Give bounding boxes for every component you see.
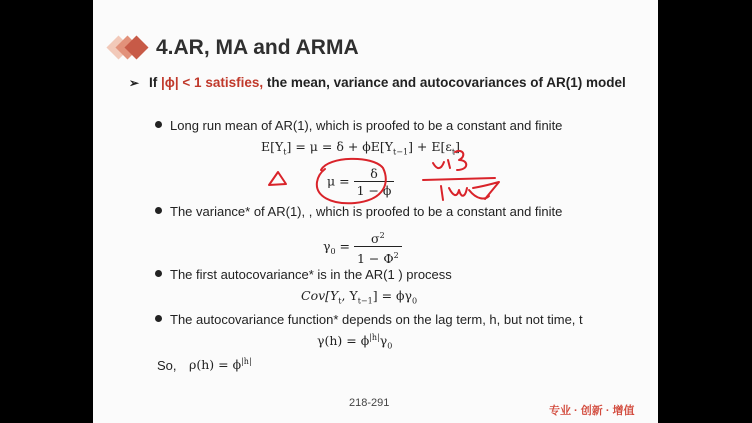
slide-title: 4.AR, MA and ARMA: [156, 36, 359, 59]
variance-fraction: $\frac{\sigma^2}{1 - \Phi^2}$: [354, 228, 402, 266]
intro-condition: |ϕ| < 1 satisfies,: [161, 75, 264, 90]
brand-slogan: 专业 · 创新 · 增值: [549, 405, 635, 417]
bullet-dot-icon: [155, 270, 162, 277]
handwritten-lower-icon: [441, 182, 499, 200]
list-item: [155, 117, 562, 135]
item-text: The first autocovariance* is in the AR(1 ) process: [170, 267, 452, 282]
item-text: The variance* of AR(1), , which is proofed to be a constant and finite: [170, 204, 563, 219]
mu-equation: [327, 166, 394, 198]
rho-start: ρ(h) = ϕ: [189, 357, 242, 373]
page-number: 218-291: [349, 397, 390, 409]
var-lhs: γ: [323, 238, 331, 254]
covariance-equation: $Cov[Y_t$, $Y_{t-1}] = \phi\gamma_0$: [301, 288, 418, 306]
slide: [93, 0, 658, 423]
bullet-dot-icon: [155, 121, 162, 128]
var-denominator: 1 − Φ: [357, 251, 394, 267]
mu-lhs: μ =: [327, 173, 350, 189]
list-item: [155, 266, 452, 284]
so-label: So,: [157, 358, 177, 373]
bullet-dot-icon: [155, 315, 162, 322]
cov-start: Cov[Y: [301, 288, 339, 303]
mean-equation-start: E[Y: [261, 139, 284, 154]
mean-equation: $E[Y_t] = \mu = \delta + \phi E[Y_{t-1}] + E[\varepsilon_t]$: [261, 139, 460, 157]
acf-equation: $\gamma(h) = \phi^{|h|}\gamma_0$: [317, 333, 393, 351]
triangle-sketch-icon: [269, 172, 286, 185]
item-text: Long run mean of AR(1), which is proofed to be a constant and finite: [170, 118, 563, 133]
handwritten-fraction-line-icon: [423, 178, 495, 180]
list-item: [155, 203, 562, 221]
variance-equation: $\gamma_0$ = $\frac{\sigma^2}{1 - \Phi^2}$: [323, 228, 402, 266]
mu-denominator: 1 − ϕ: [354, 181, 395, 198]
rho-equation: $\rho(h) = \phi^{|h|}$: [189, 357, 252, 373]
bullet-dot-icon: [155, 207, 162, 214]
title-diamonds-icon: [105, 34, 149, 64]
mu-fraction: [354, 166, 395, 198]
list-item: [155, 311, 583, 329]
arrow-bullet-icon: ➢: [129, 76, 140, 90]
item-text: The autocovariance function* depends on the lag term, h, but not time, t: [170, 312, 583, 327]
intro-prefix: If: [149, 75, 161, 90]
intro-suffix: the mean, variance and autocovariances of AR(1) model: [263, 75, 626, 90]
acf-start: γ(h) = ϕ: [317, 333, 370, 349]
mu-numerator: δ: [370, 166, 378, 181]
var-numerator: σ: [371, 231, 380, 247]
intro-bullet: [129, 73, 644, 93]
